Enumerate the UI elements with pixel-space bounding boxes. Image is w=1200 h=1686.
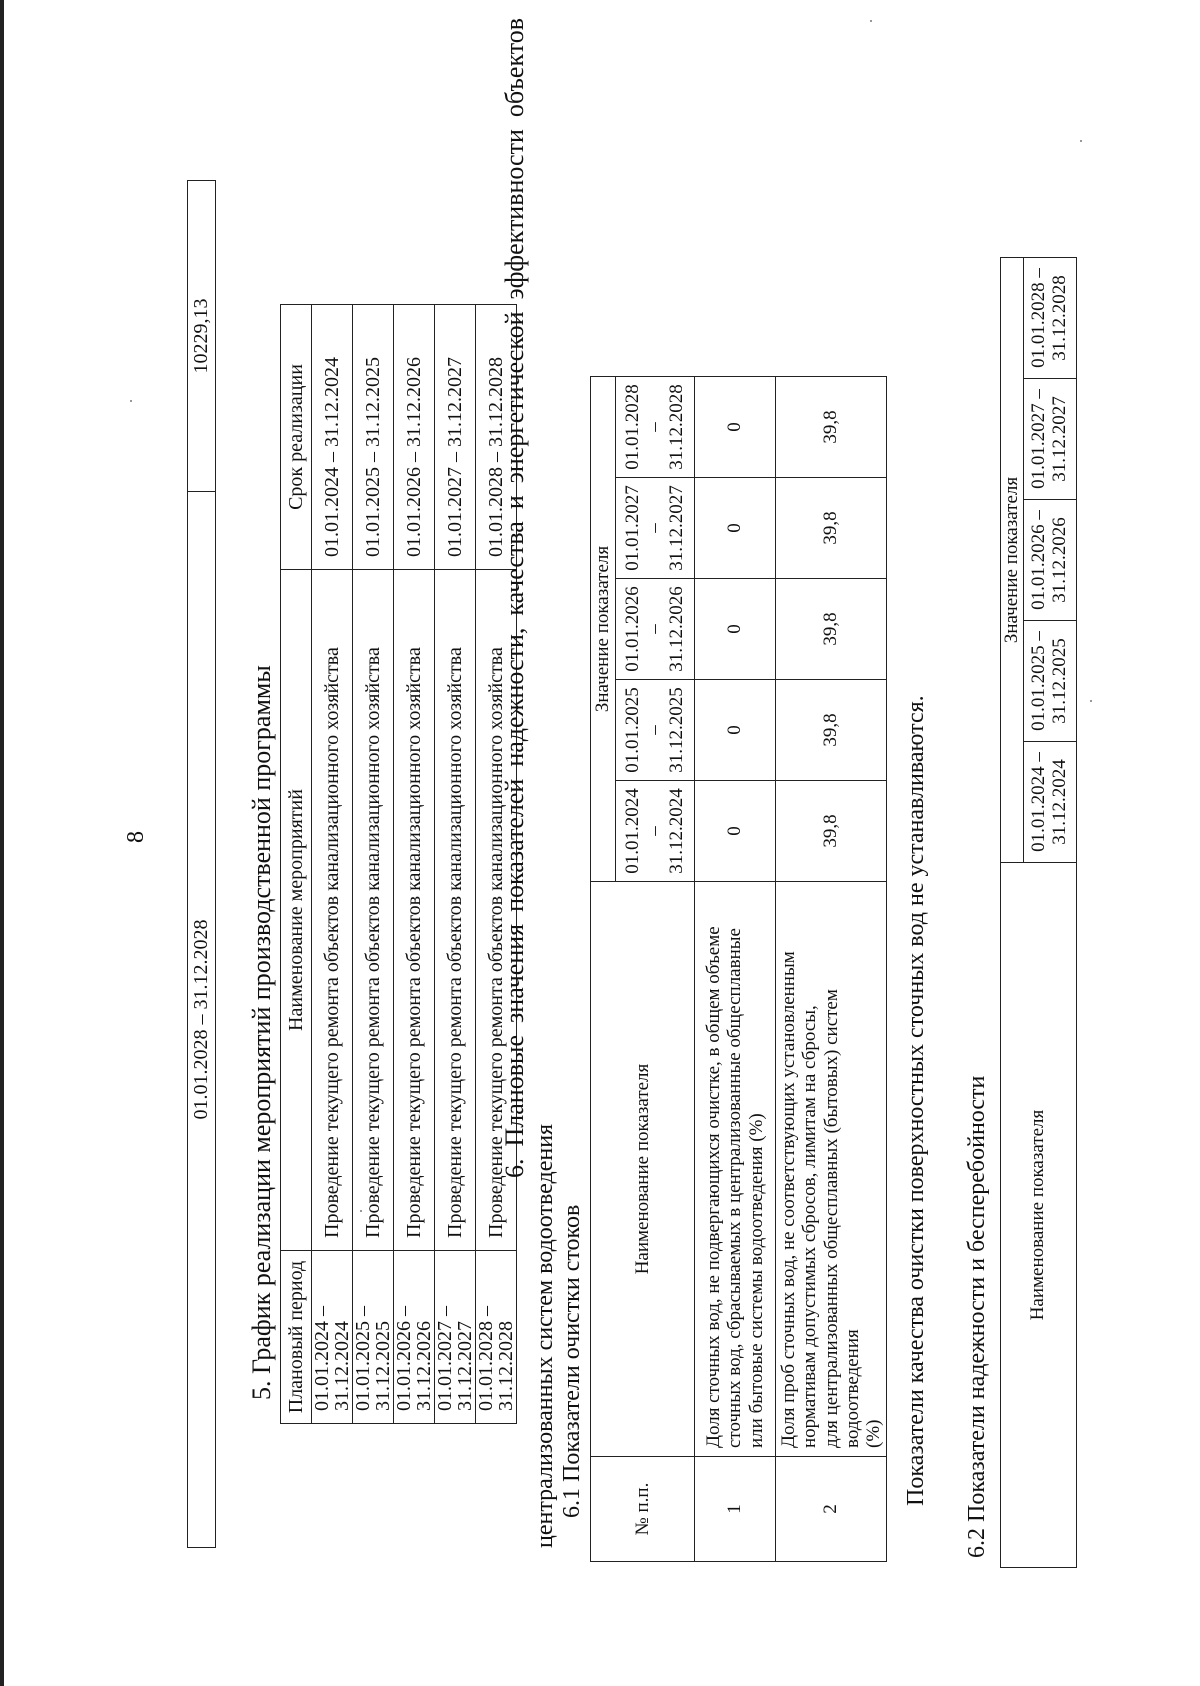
period-cell: 01.01.2028 – 31.12.2028 (476, 1251, 517, 1424)
period-header: 01.01.2028 – 31.12.2028 (616, 377, 695, 478)
indicator-value: 0 (695, 478, 776, 579)
title-word: 6. (500, 1158, 529, 1178)
table-header-row (1001, 258, 1024, 1568)
row-number: 1 (695, 1457, 776, 1562)
section-6-2-title: 6.2 Показатели надежности и бесперебойности (964, 1075, 990, 1558)
indicator-value: 0 (695, 377, 776, 478)
section-6-title-line1 (500, 18, 530, 1178)
indicator-value: 39,8 (776, 680, 887, 781)
period-cell: 01.01.2028 – 31.12.2028 (188, 492, 216, 1548)
period-header: 01.01.2024 – 31.12.2024 (616, 781, 695, 882)
activity-cell: Проведение текущего ремонта объектов канализационного хозяйства (435, 570, 476, 1251)
period-header: 01.01.2025 – 31.12.2025 (616, 680, 695, 781)
indicator-value: 39,8 (776, 377, 887, 478)
title-word: объектов (500, 17, 529, 118)
reliability-indicators-table (1000, 257, 1077, 1568)
table-row (435, 305, 476, 1424)
header-indicator-name: Наименование показателя (591, 882, 695, 1457)
term-cell: 01.01.2028 – 31.12.2028 (476, 305, 517, 570)
period-cell: 01.01.2026 – 31.12.2026 (394, 1251, 435, 1424)
term-cell: 01.01.2025 – 31.12.2025 (353, 305, 394, 570)
period-header: 01.01.2025 – 31.12.2025 (1024, 621, 1077, 742)
term-cell: 01.01.2024 – 31.12.2024 (312, 305, 353, 570)
term-cell: 01.01.2027 – 31.12.2027 (435, 305, 476, 570)
period-cell: 01.01.2024 – 31.12.2024 (312, 1251, 353, 1424)
table-header-row (591, 377, 616, 1562)
table-row (312, 305, 353, 1424)
indicator-value: 0 (695, 579, 776, 680)
cleaning-indicators-table (590, 376, 887, 1562)
title-word: эффективности (500, 129, 529, 300)
period-header: 01.01.2027 – 31.12.2027 (616, 478, 695, 579)
activity-cell: Проведение текущего ремонта объектов канализационного хозяйства (353, 570, 394, 1251)
header-number: № п.п. (591, 1457, 695, 1562)
period-cell: 01.01.2027 – 31.12.2027 (435, 1251, 476, 1424)
table-row (695, 377, 776, 1562)
header-activity: Наименование мероприятий (281, 570, 312, 1251)
period-header: 01.01.2026 – 31.12.2026 (616, 579, 695, 680)
section-6-title-line2: централизованных систем водоотведения (532, 1123, 558, 1548)
previous-table-tail (187, 180, 216, 1548)
table-row (353, 305, 394, 1424)
table-header-row (281, 305, 312, 1424)
value-cell: 10229,13 (188, 181, 216, 492)
period-header: 01.01.2028 – 31.12.2028 (1024, 258, 1077, 379)
indicator-value: 0 (695, 680, 776, 781)
title-word: Плановые (500, 1034, 529, 1147)
indicator-value: 39,8 (776, 781, 887, 882)
indicator-value: 0 (695, 781, 776, 882)
term-cell: 01.01.2026 – 31.12.2026 (394, 305, 435, 570)
table-row (394, 305, 435, 1424)
period-header: 01.01.2027 – 31.12.2027 (1024, 379, 1077, 500)
period-header: 01.01.2026 – 31.12.2026 (1024, 500, 1077, 621)
header-indicator-name: Наименование показателя (1001, 863, 1077, 1568)
surface-water-note: Показатели качества очистки поверхностных сточных вод не устанавливаются. (903, 695, 929, 1506)
header-indicator-value: Значение показателя (591, 377, 616, 882)
title-word: показателей (500, 778, 529, 912)
indicator-name: Доля сточных вод, не подвергающихся очистке, в общем объеме сточных вод, сбрасываемых в централизованные общесплавные или бытовые системы водоотведения (%) (695, 882, 776, 1457)
indicator-value: 39,8 (776, 579, 887, 680)
title-word: качества (500, 521, 529, 616)
activity-cell: Проведение текущего ремонта объектов канализационного хозяйства (476, 570, 517, 1251)
header-period: Плановый период (281, 1251, 312, 1424)
title-word: значения (500, 923, 529, 1023)
activity-cell: Проведение текущего ремонта объектов канализационного хозяйства (312, 570, 353, 1251)
schedule-table (280, 304, 517, 1424)
table-row (188, 181, 216, 1548)
title-word: надежности, (500, 627, 529, 767)
table-row (776, 377, 887, 1562)
header-term: Срок реализации (281, 305, 312, 570)
page-number: 8 (123, 831, 149, 843)
row-number: 2 (776, 1457, 887, 1562)
title-word: и (500, 495, 529, 510)
period-cell: 01.01.2025 – 31.12.2025 (353, 1251, 394, 1424)
title-word: энергетической (500, 311, 529, 484)
indicator-name: Доля проб сточных вод, не соответствующих установленным нормативам допустимых сбросов, лимитам на сбросы, для централизованных общесплавных (бытовых) систем водоотведения (%) (776, 882, 887, 1457)
activity-cell: Проведение текущего ремонта объектов канализационного хозяйства (394, 570, 435, 1251)
section-6-1-title: 6.1 Показатели очистки стоков (559, 1204, 585, 1518)
period-header: 01.01.2024 – 31.12.2024 (1024, 742, 1077, 863)
header-indicator-value: Значение показателя (1001, 258, 1024, 863)
indicator-value: 39,8 (776, 478, 887, 579)
section-5-title: 5. График реализации мероприятий производственной программы (247, 665, 276, 1400)
